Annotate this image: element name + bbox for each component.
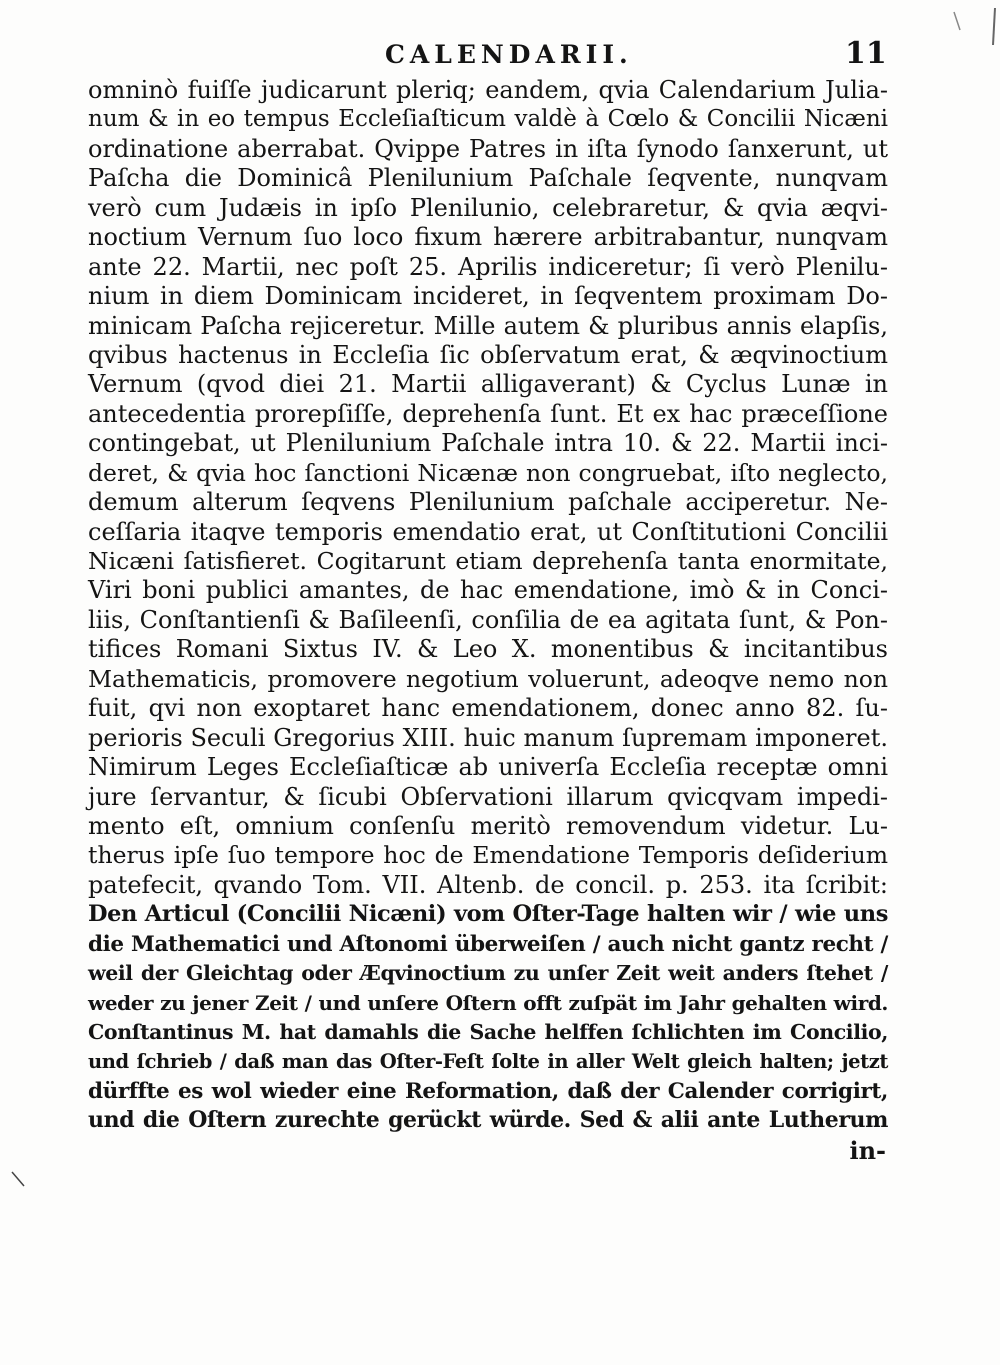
- text-line: liis, Conſtantienſi & Baſileenſi, conſilia de ea agitata ſunt, & Pon-: [88, 605, 888, 634]
- text-line: therus ipſe ſuo tempore hoc de Emendatione Temporis deſiderium: [88, 841, 888, 870]
- text-line: omninò fuiſſe judicarunt pleriq; eandem, qvia Calendarium Julia-: [88, 76, 888, 104]
- fraktur-line: weder zu jener Zeit / und unſere Oſtern offt zuſpät im Jahr gehalten wird.: [88, 990, 888, 1015]
- catchword: in-: [849, 1135, 886, 1165]
- text-line: ceſſaria itaqve temporis emendatio erat, ut Conſtitutioni Concilii: [88, 517, 888, 546]
- text-line: antecedentia prorepſiſſe, deprehenſa ſunt. Et ex hac præceſſione: [88, 399, 888, 428]
- fraktur-line: weil der Gleichtag oder Æqvinoctium zu unſer Zeit weit anders ſtehet /: [88, 961, 888, 986]
- fraktur-line: Conſtantinus M. hat damahls die Sache helffen ſchlichten im Concilio,: [88, 1020, 888, 1044]
- text-line: nium in diem Dominicam incideret, in ſeqventem proximam Do-: [88, 282, 888, 311]
- text-line: Vernum (qvod diei 21. Martii alligaverant) & Cyclus Lunæ in: [88, 370, 888, 399]
- running-head: CALENDARII.: [385, 40, 633, 69]
- text-line: jure ſervantur, & ſicubi Obſervationi illarum qvicqvam impedi-: [88, 782, 888, 811]
- fraktur-line: Den Articul (Concilii Nicæni) vom Oſter-Tage halten wir / wie uns: [88, 901, 888, 928]
- text-line: qvibus hactenus in Eccleſia ſic obſervatum erat, & æqvinoctium: [88, 340, 888, 369]
- fraktur-line: und die Oſtern zurechte gerückt würde. Sed & alii ante Lutherum: [88, 1107, 888, 1134]
- text-line: ordinatione aberrabat. Qvippe Patres in iſta ſynodo ſanxerunt, ut: [88, 134, 888, 163]
- speck: [993, 8, 995, 45]
- text-line: Paſcha die Dominicâ Plenilunium Paſchale ſeqvente, nunqvam: [88, 164, 888, 193]
- text-line: demum alterum ſeqvens Plenilunium paſchale acciperetur. Ne-: [88, 488, 888, 517]
- fraktur-line: die Mathematici und Aſtonomi überweiſen / auch nicht gantz recht /: [88, 931, 888, 957]
- speck: [954, 12, 960, 30]
- text-line: num & in eo tempus Eccleſiaſticum valdè à Cœlo & Concilii Nicæni: [88, 106, 888, 133]
- text-line: minicam Paſcha rejiceretur. Mille autem & pluribus annis elapſis,: [88, 311, 888, 340]
- text-line: deret, & qvia hoc ſanctioni Nicænæ non congruebat, iſto neglecto,: [88, 458, 888, 487]
- text-line: verò cum Judæis in ipſo Plenilunio, celebraretur, & qvia æqvi-: [88, 193, 888, 222]
- text-line: noctium Vernum ſuo loco fixum hærere arbitrabantur, nunqvam: [88, 223, 888, 252]
- text-line: perioris Seculi Gregorius XIII. huic manum ſupremam imponeret.: [88, 723, 888, 752]
- fraktur-line: und ſchrieb / daß man das Oſter-Feſt ſolte in aller Welt gleich halten; jetzt: [88, 1050, 888, 1074]
- text-line: patefecit, qvando Tom. VII. Altenb. de concil. p. 253. ita ſcribit:: [88, 870, 888, 899]
- speck: [12, 1172, 24, 1186]
- text-line: fuit, qvi non exoptaret hanc emendationem, donec anno 82. ſu-: [88, 694, 888, 723]
- text-line: mento eſt, omnium conſenſu meritò removendum videtur. Lu-: [88, 811, 888, 840]
- fraktur-line: dürffte es wol wieder eine Reformation, daß der Calender corrigirt,: [88, 1078, 888, 1104]
- text-line: Viri boni publici amantes, de hac emendatione, imò & in Conci-: [88, 576, 888, 605]
- text-line: ante 22. Martii, nec poſt 25. Aprilis indiceretur; ſi verò Plenilu-: [88, 252, 888, 281]
- text-line: Mathematicis, promovere negotium voluerunt, adeoqve nemo non: [88, 664, 888, 693]
- text-line: tifices Romani Sixtus IV. & Leo X. monentibus & incitantibus: [88, 635, 888, 664]
- page-number: 11: [845, 36, 887, 71]
- text-line: Nicæni ſatisfieret. Cogitarunt etiam deprehenſa tanta enormitate,: [88, 547, 888, 575]
- text-line: Nimirum Leges Eccleſiaſticæ ab univerſa Eccleſia receptæ omni: [88, 753, 888, 782]
- text-line: contingebat, ut Plenilunium Paſchale intra 10. & 22. Martii inci-: [88, 429, 888, 458]
